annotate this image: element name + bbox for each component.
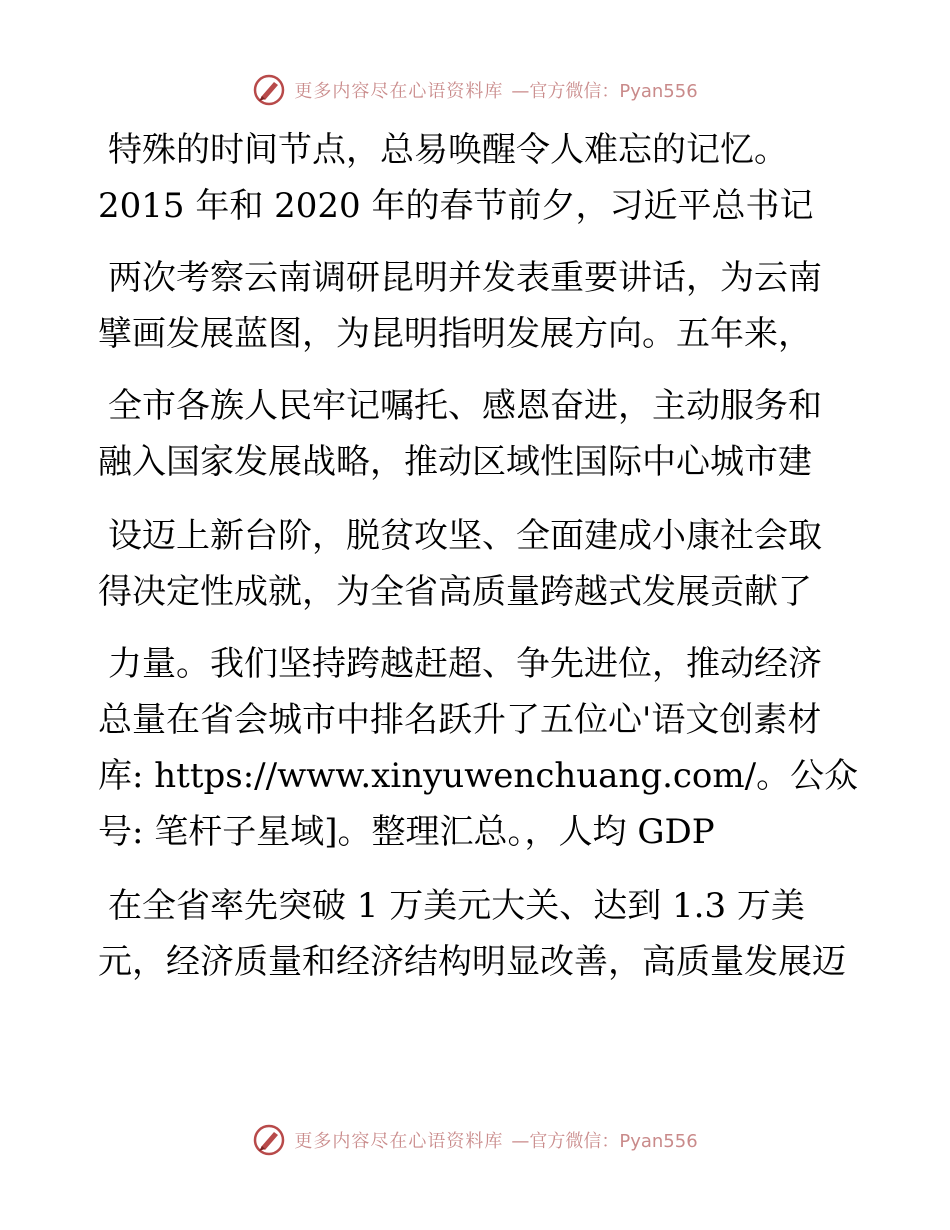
body-line: 全市各族人民牢记嘱托、感恩奋进，主动服务和	[108, 386, 822, 426]
body-line: 总量在省会城市中排名跃升了五位心'语文创素材	[98, 700, 822, 740]
body-line: 融入国家发展战略，推动区域性国际中心城市建	[98, 442, 812, 482]
watermark-wechat: —官方微信：Pyan556	[511, 81, 698, 102]
body-line: 设迈上新台阶，脱贫攻坚、全面建成小康社会取	[108, 516, 822, 556]
body-line: 在全省率先突破 1 万美元大关、达到 1.3 万美	[108, 886, 805, 926]
body-line: 擘画发展蓝图，为昆明指明发展方向。五年来，	[98, 314, 812, 354]
body-line: 得决定性成就，为全省高质量跨越式发展贡献了	[98, 572, 812, 612]
watermark-text: 更多内容尽在心语资料库	[294, 1131, 504, 1152]
footer-watermark	[0, 1120, 950, 1160]
body-line: 2015 年和 2020 年的春节前夕，习近平总书记	[98, 186, 814, 226]
body-line: 两次考察云南调研昆明并发表重要讲话，为云南	[108, 258, 822, 298]
body-line: 力量。我们坚持跨越赶超、争先进位，推动经济	[108, 644, 822, 684]
body-line: 特殊的时间节点，总易唤醒令人难忘的记忆。	[108, 130, 788, 170]
watermark-text: 更多内容尽在心语资料库	[294, 81, 504, 102]
body-line: 库: https://www.xinyuwenchuang.com/。公众	[98, 756, 859, 796]
body-line: 号: 笔杆子星域]。整理汇总。，人均 GDP	[98, 812, 715, 852]
body-line: 元，经济质量和经济结构明显改善，高质量发展迈	[98, 942, 846, 982]
watermark-wechat: —官方微信：Pyan556	[511, 1131, 698, 1152]
pen-logo-icon	[252, 1123, 286, 1157]
